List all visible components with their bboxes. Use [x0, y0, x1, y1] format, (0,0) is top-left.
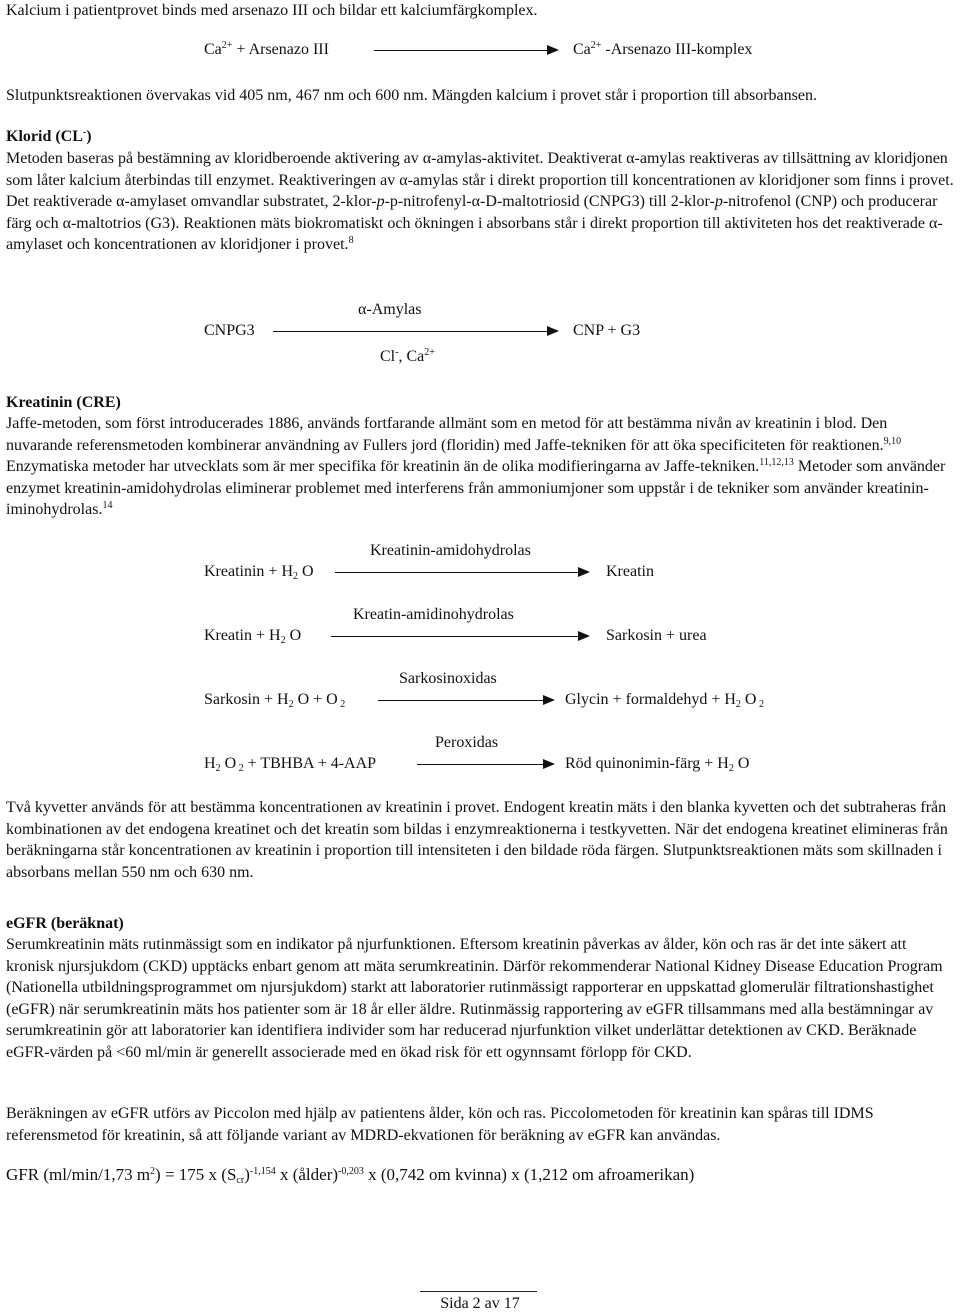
creatinine-r4-left: $H_2$ O $_2$ + TBHBA + 4-AAP — [204, 755, 377, 774]
chloride-reaction-arrow — [273, 331, 557, 332]
creatinine-r1-arrow — [335, 572, 588, 573]
creatinine-r4-right: Röd quinonimin-färg + $H_2$ O — [565, 755, 750, 774]
creatinine-r3-enzyme: Sarkosinoxidas — [399, 670, 497, 687]
creatinine-r4-enzyme: Peroxidas — [435, 734, 499, 751]
chloride-heading: Klorid (CL-) — [6, 127, 92, 145]
calcium-intro: Kalcium i patientprovet binds med arsenazo III och bildar ett kalciumfärgkomplex. — [6, 2, 538, 19]
egfr-paragraph-1: Serumkreatinin mäts rutinmässigt som en indikator på njurfunktionen. Eftersom kreatinin påverkas av ålder, kön och ras är det inte säkert att kronisk njursjukdom (CKD) upptäcks enbart genom att mäta serumkreatinin. Därför rekommenderar National Kidney Disease Education Program (Nationella utbildningsprogrammet om njursjukdom) starkt att laboratorier rutinmässigt rapporterar en uppskattad glomerulär filtrationshastighet (eGFR) när serumkreatinin mäts hos patienter som är 18 år eller äldre. Rutinmässig rapportering av eGFR tillsammans med alla bestämningar av serumkreatinin gör att laboratorier kan identifiera individer som har reducerad njurfunktion vilket underlättar detektionen av CKD. Beräknade eGFR-värden på <60 ml/min är generellt associerade med en ökad risk för ett ogynnsamt förlopp för CKD. — [6, 936, 943, 1061]
chloride-paragraph: Metoden baseras på bestämning av kloridberoende aktivering av α-amylas-aktivitet. Deaktiverat α-amylas reaktiveras av tillsättning av kloridjonen som låter kalcium återbindas till enzymet. Reaktiveringen av α-amylas står i direkt proportion till koncentrationen av kloridjoner som finns i provet. Det reaktiverade α-amylaset omvandlar substratet, 2-klor-p-p-nitrofenyl-α-D-maltotriosid (CNPG3) till 2-klor-p-nitrofenol (CNP) och producerar färg och α-maltotrios (G3). Reaktionen mäts biokromatiskt och ökningen i absorbans står i direkt proportion till aktiviteten hos det reaktiverade α-amylaset och koncentrationen av kloridjoner i provet.$^8$ — [6, 150, 954, 253]
egfr-paragraph-2: Beräkningen av eGFR utförs av Piccolon med hjälp av patientens ålder, kön och ras. Piccolometoden för kreatinin kan spåras till IDMS referensmetod för kreatinin, så att följande variant av MDRD-ekvationen för beräkning av eGFR kan användas. — [6, 1105, 874, 1144]
footer-rule — [420, 1291, 537, 1292]
calcium-reaction-left: $Ca^{2+}$ + Arsenazo III — [204, 40, 329, 58]
chloride-cofactors: Cl-, $Ca^{2+}$ — [380, 347, 435, 365]
egfr-formula: GFR (ml/min/1,73 $m^2) = 175$ x $(S_{cr})^{-1,154}$ x (ålder)$^{-0,203}$ x (0,742 om kvinna) x (1,212 om afroamerikan) — [6, 1165, 695, 1186]
creatinine-r1-right: Kreatin — [606, 563, 654, 580]
creatinine-r3-left: Sarkosin + $H_2$ O + O $_2$ — [204, 691, 346, 710]
creatinine-cuvette-paragraph: Två kyvetter används för att bestämma koncentrationen av kreatinin i provet. Endogent kreatin mäts i den blanka kyvetten och det subtraheras från kombinationen av det endogena kreatinet och det kreatin som bildas i enzymreaktionerna i testkyvetten. När det endogena kreatinet elimineras från beräkningarna står koncentrationen av kreatinin i proportion till intensiteten i den bildade röda färgen. Slutpunktsreaktionen mäts som skillnaden i absorbans mellan 550 nm och 630 nm. — [6, 799, 948, 881]
creatinine-r2-enzyme: Kreatin-amidinohydrolas — [353, 606, 514, 623]
creatinine-paragraph: Jaffe-metoden, som först introducerades 1886, används fortfarande allmänt som en metod för att bestämma nivån av kreatinin i blod. Den nuvarande referensmetoden kombinerar användning av Fullers jord (floridin) med Jaffe-tekniken för att öka specificiteten för reaktionen.$^{9,10}$ Enzymatiska metoder har utvecklats som är mer specifika för kreatinin än de olika modifieringarna av Jaffe-tekniken.$^{11,12,13}$ Metoder som använder enzymet kreatinin-amidohydrolas eliminerar problemet med interferens från ammoniumjoner som uppstår i de tekniker som använder kreatinin-iminohydrolas.$^{14}$ — [6, 415, 946, 518]
egfr-heading: eGFR (beräknat) — [6, 915, 124, 932]
creatinine-r3-right: Glycin + formaldehyd + $H_2$ O $_2$ — [565, 691, 764, 710]
chloride-enzyme: α-Amylas — [358, 301, 422, 318]
creatinine-r2-right: Sarkosin + urea — [606, 627, 707, 644]
creatinine-r2-left: Kreatin + $H_2$ O — [204, 627, 302, 646]
creatinine-r4-arrow — [417, 764, 553, 765]
creatinine-r1-enzyme: Kreatinin-amidohydrolas — [370, 542, 531, 559]
calcium-endpoint: Slutpunktsreaktionen övervakas vid 405 nm, 467 nm och 600 nm. Mängden kalcium i provet står i proportion till absorbansen. — [6, 87, 817, 104]
calcium-reaction-right: $Ca^{2+}$ -Arsenazo III-komplex — [573, 40, 753, 58]
chloride-reaction-right: CNP + G3 — [573, 322, 641, 339]
creatinine-r3-arrow — [378, 700, 553, 701]
calcium-reaction-arrow — [374, 50, 557, 51]
chloride-reaction-left: CNPG3 — [204, 322, 255, 339]
creatinine-heading: Kreatinin (CRE) — [6, 394, 121, 411]
creatinine-r1-left: Kreatinin + $H_2$ O — [204, 563, 314, 582]
creatinine-r2-arrow — [331, 636, 588, 637]
page-number: Sida 2 av 17 — [440, 1295, 520, 1312]
